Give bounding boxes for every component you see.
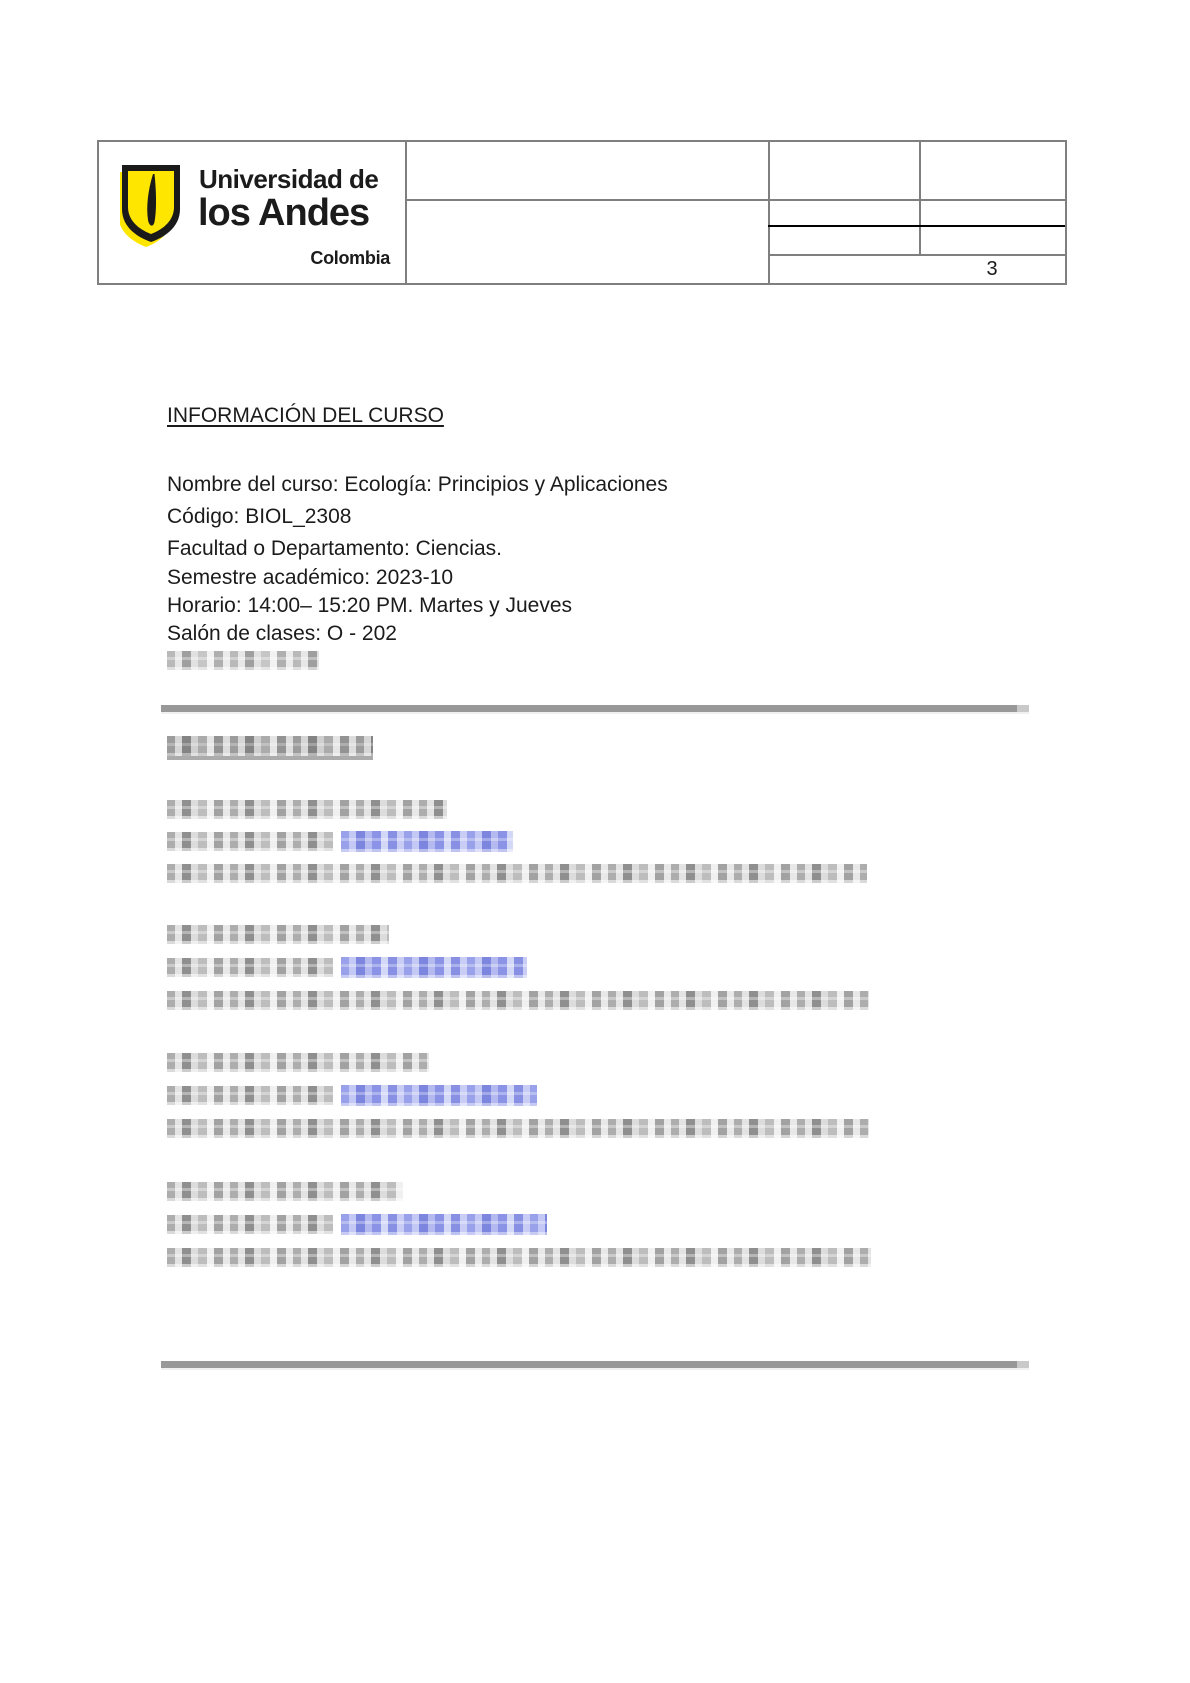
redacted-office-hours-line [167,864,867,883]
course-code-line: Código: BIOL_2308 [167,505,352,528]
table-gridline-vertical [405,142,407,283]
redacted-office-hours-line [167,1119,869,1138]
redacted-office-hours-line [167,991,869,1010]
redacted-credits-line [167,651,319,670]
course-info-heading: INFORMACIÓN DEL CURSO [167,404,444,427]
logo-text-line3: Colombia [310,248,390,268]
redacted-email-label [167,1215,333,1234]
redacted-email-label [167,958,333,977]
redacted-email-link[interactable] [341,1085,537,1106]
page-number: 3 [986,258,998,280]
redacted-email-link[interactable] [341,957,527,978]
redacted-email-link[interactable] [341,1214,547,1235]
logo-text-line1: Universidad de [199,164,379,194]
uniandes-shield-icon [120,163,182,247]
course-schedule-line: Horario: 14:00– 15:20 PM. Martes y Jueves [167,594,573,617]
header-table [97,140,1067,285]
course-name-line: Nombre del curso: Ecología: Principios y Aplicaciones [167,473,668,496]
redacted-professors-heading [167,736,373,760]
redacted-advisor-name-line [167,1182,403,1201]
redacted-email-link[interactable] [341,831,513,852]
redacted-monitor-name-line [167,925,389,944]
redacted-email-label [167,832,333,851]
section-divider [161,705,1029,712]
section-divider [161,1361,1029,1368]
table-gridline-horizontal [405,199,1065,201]
table-gridline-vertical [768,142,770,283]
logo-cell [99,142,405,283]
redacted-email-label [167,1086,333,1105]
course-room-line: Salón de clases: O - 202 [167,622,397,645]
redacted-professor-name-line [167,800,447,819]
course-semester-line: Semestre académico: 2023-10 [167,566,453,589]
logo-text-line2: los Andes [198,192,370,234]
table-gridline-horizontal-black [768,225,1065,227]
redacted-office-hours-line [167,1248,871,1267]
redacted-monitor-name-line [167,1053,429,1072]
course-faculty-line: Facultad o Departamento: Ciencias. [167,537,503,560]
